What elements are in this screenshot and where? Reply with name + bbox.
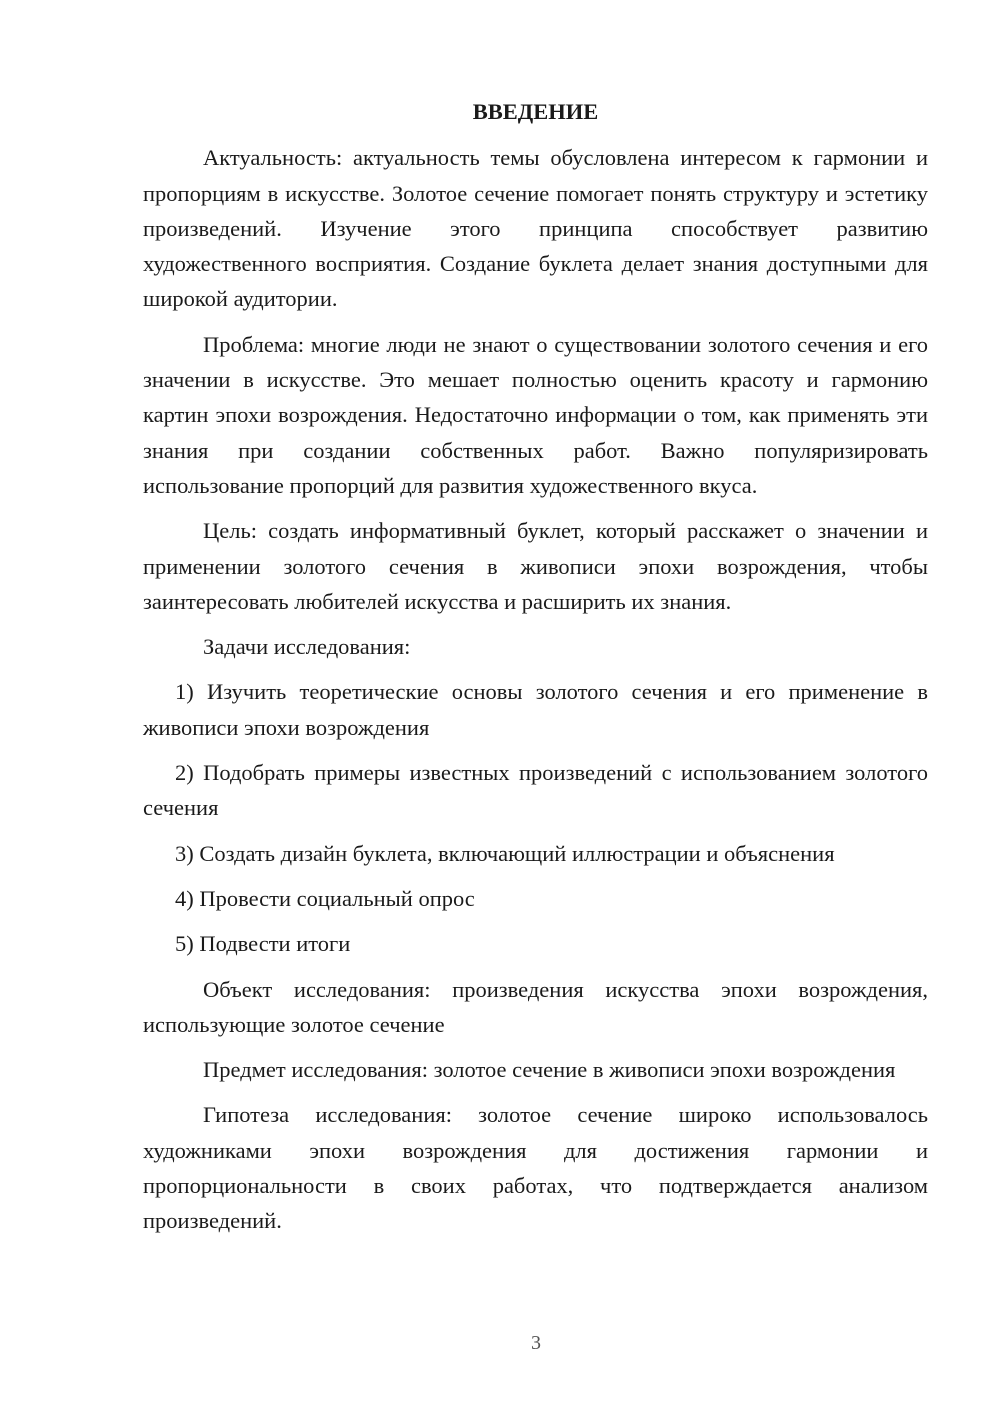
task-item-4: 4) Провести социальный опрос [175,885,475,911]
task-item-1: 1) Изучить теоретические основы золотого сечения и его применение в живописи эпохи возрождения [143,679,928,740]
task-item-5: 5) Подвести итоги [175,931,351,957]
relevance-paragraph: Актуальность: актуальность темы обусловлена интересом к гармонии и пропорциям в искусстве. Золотое сечение помогает понять структуру и эстетику произведений. Изучение этого принципа способствует развитию художественного восприятия. Создание буклета делает знания доступными для широкой аудитории. [143,145,928,312]
subject-paragraph: Предмет исследования: золотое сечение в живописи эпохи возрождения [203,1057,896,1083]
task-item-2: 2) Подобрать примеры известных произведений с использованием золотого сечения [143,760,928,821]
hypothesis-paragraph: Гипотеза исследования: золотое сечение широко использовалось художниками эпохи возрождения для достижения гармонии и пропорциональности в своих работах, что подтверждается анализом произведений. [143,1102,928,1234]
tasks-heading: Задачи исследования: [203,634,411,660]
object-paragraph: Объект исследования: произведения искусства эпохи возрождения, использующие золотое сечение [143,976,928,1037]
problem-paragraph: Проблема: многие люди не знают о существовании золотого сечения и его значении в искусстве. Это мешает полностью оценить красоту и гармонию картин эпохи возрождения. Недостаточно информации о том, как применять эти знания при создании собственных работ. Важно популяризировать использование пропорций для развития художественного вкуса. [143,331,928,498]
page-number: 3 [531,1332,541,1354]
task-item-3: 3) Создать дизайн буклета, включающий иллюстрации и объяснения [175,840,835,866]
goal-paragraph: Цель: создать информативный буклет, который расскажет о значении и применении золотого сечения в живописи эпохи возрождения, чтобы заинтересовать любителей искусства и расширить их знания. [143,518,928,614]
page-title: ВВЕДЕНИЕ [472,99,599,124]
document-page [143,94,928,1249]
